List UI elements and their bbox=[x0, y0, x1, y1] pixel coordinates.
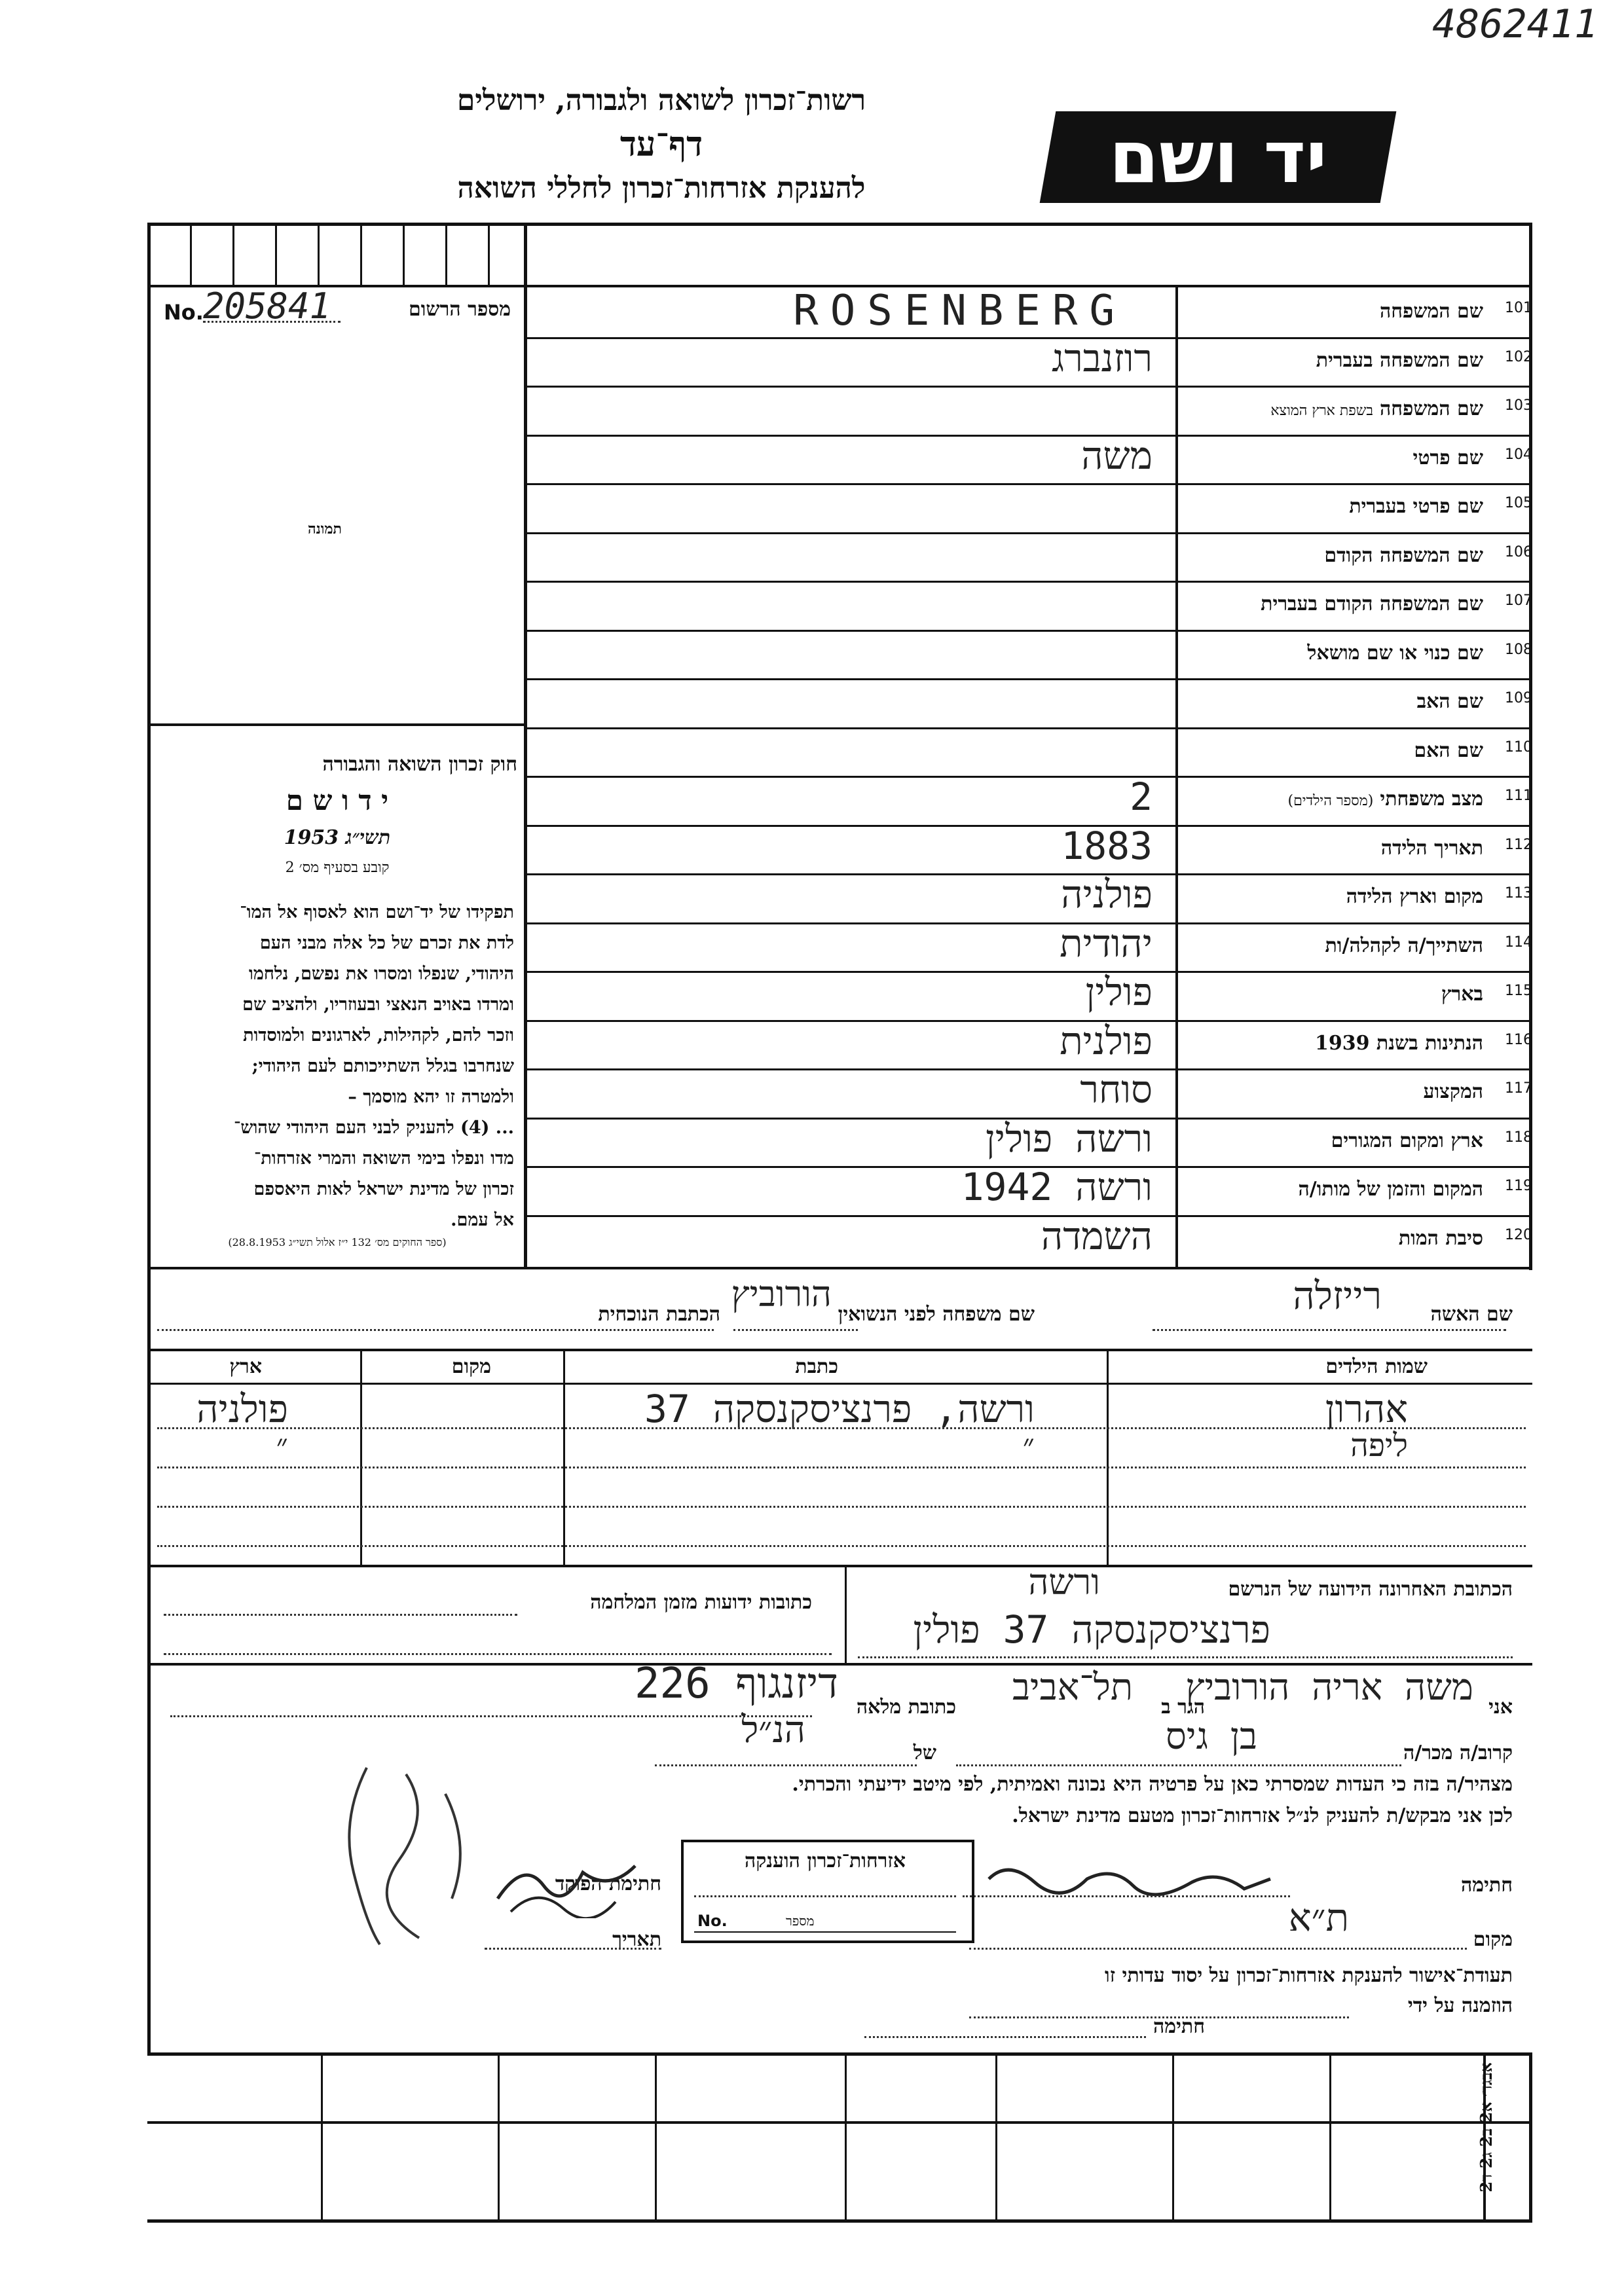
child-name[interactable]: ליפה bbox=[1350, 1427, 1408, 1464]
field-number: 103 bbox=[1505, 397, 1532, 414]
declarant-i-label: אני bbox=[1488, 1696, 1513, 1719]
field-number: 109 bbox=[1505, 690, 1532, 706]
field-label-102: שם המשפחה בעברית bbox=[1316, 348, 1483, 372]
authority-title: רשות־זכרון לשואה ולגבורה, ירושלים bbox=[456, 84, 866, 117]
law-body-line: שנחרבו בגלל השתייכותם לעם היהודי; bbox=[251, 1056, 514, 1076]
certificate-line1: תעודת־אישור להענקת אזרחות־זכרון על יסוד עדותי זו bbox=[1105, 1964, 1513, 1987]
law-body-line: זכרון של מדינת ישראל לאות היאספם bbox=[253, 1179, 514, 1199]
field-label-113: מקום וארץ הלידה bbox=[1346, 885, 1483, 908]
field-number: 111 bbox=[1505, 788, 1532, 804]
field-label-108: שם כנוי או שם מושאל bbox=[1307, 641, 1483, 665]
field-label-104: שם פרטי bbox=[1412, 446, 1483, 469]
field-number: 102 bbox=[1505, 348, 1532, 365]
of-value[interactable]: הנ״ל bbox=[741, 1709, 805, 1751]
field-number: 108 bbox=[1505, 641, 1532, 658]
declarant-full-address-label: כתובת מלאה bbox=[856, 1696, 956, 1719]
field-label-118: ארץ ומקום המגורים bbox=[1331, 1129, 1483, 1152]
certificate-line2: הוזמנה על ידי bbox=[1407, 1994, 1513, 2017]
law-body-line: ומרדו באויב הנאצי ובעוזריו, ולהציב שם bbox=[242, 994, 514, 1015]
declarant-full-address[interactable]: דיזנגוף 226 bbox=[635, 1660, 838, 1708]
field-value-101[interactable]: ROSENBERG bbox=[793, 287, 1126, 335]
law-body bbox=[160, 897, 514, 1235]
law-body-line: ולמטרה זו יהא מוסמך – bbox=[348, 1087, 514, 1107]
child-country[interactable]: ״ bbox=[276, 1427, 288, 1464]
photo-label: תמונה bbox=[308, 520, 342, 538]
field-number: 120 bbox=[1505, 1226, 1532, 1243]
side-codes: אבגד׳ א2 ב2 ג2 ד2 bbox=[1477, 2062, 1496, 2193]
law-body-line: תפקידו של יד־ושם הוא לאסוף אל המו־ bbox=[240, 902, 514, 922]
field-label-116: הנתינות בשנת 1939 bbox=[1314, 1031, 1483, 1055]
wife-maiden-label: שם משפחה לפני הנשואין bbox=[838, 1303, 1035, 1326]
declaration-line1: מצהיר/ה בזה כי העדות שמסרתי כאן על פרטיה היא נכונה ואמיתית, לפי מיטב ידיעתי והכרתי. bbox=[792, 1773, 1513, 1796]
form-subtitle: להענקת אזרחות־זכרון לחללי השואה bbox=[457, 172, 866, 205]
law-name: י ד ו ש ם bbox=[286, 784, 389, 816]
field-label-103: שם המשפחהבשפת ארץ המוצא bbox=[1270, 397, 1483, 420]
field-label-112: תאריך הלידה bbox=[1380, 836, 1483, 860]
field-label-109: שם האב bbox=[1416, 690, 1483, 713]
law-year: תשי״ג 1953 bbox=[284, 826, 391, 849]
relation-value[interactable]: בן גיס bbox=[1166, 1715, 1257, 1758]
certificate-signature-label: חתימה bbox=[1153, 2015, 1205, 2038]
officer-signature[interactable] bbox=[485, 1846, 655, 1918]
law-body-line: היהודי, שנפלו ומסרו את נפשם, נלחמו bbox=[248, 964, 514, 984]
place-label: מקום bbox=[1473, 1928, 1513, 1951]
place-value[interactable]: ת״א bbox=[1288, 1895, 1349, 1940]
field-number: 117 bbox=[1505, 1080, 1532, 1097]
declarant-signature[interactable] bbox=[982, 1853, 1283, 1905]
logo-text: יד ושם bbox=[1109, 115, 1327, 199]
declarant-city[interactable]: תל־אביב bbox=[1012, 1666, 1133, 1709]
last-address-label: הכתובת האחרונה הידועה של הנרשם bbox=[1228, 1578, 1513, 1601]
field-value-111[interactable]: 2 bbox=[1130, 774, 1153, 819]
of-label: של bbox=[913, 1741, 936, 1764]
law-body-line: לדת את זכרם של כל אלה מבני העם bbox=[259, 933, 514, 953]
field-value-102[interactable]: רוזנברג bbox=[1052, 335, 1153, 380]
children-header-names: שמות הילדים bbox=[1325, 1355, 1428, 1378]
field-value-113[interactable]: פולניה bbox=[1061, 872, 1153, 917]
last-address-line2[interactable]: פרנציסקנסקה 37 פולין bbox=[913, 1607, 1270, 1652]
field-label-111: מצב משפחתי(מספר הילדים) bbox=[1287, 788, 1483, 811]
field-number: 105 bbox=[1505, 495, 1532, 511]
declarant-name[interactable]: משה אריה הורוביץ bbox=[1185, 1666, 1473, 1709]
field-value-120[interactable]: השמדה bbox=[1041, 1213, 1153, 1258]
field-number: 115 bbox=[1505, 983, 1532, 999]
field-value-115[interactable]: פולין bbox=[1085, 970, 1153, 1014]
field-label-101: שם המשפחה bbox=[1379, 300, 1483, 323]
stamp-scribble bbox=[327, 1755, 498, 1951]
last-address-line1[interactable]: ורשה bbox=[1028, 1561, 1100, 1603]
field-number: 110 bbox=[1505, 738, 1532, 756]
registration-no-prefix: No. bbox=[164, 300, 204, 325]
registration-number: 205841 bbox=[203, 285, 331, 327]
law-section: קובע בסעיף מס׳ 2 bbox=[285, 860, 390, 876]
wife-label: שם האשה bbox=[1430, 1303, 1513, 1326]
relation-label: קרוב/ה מכר/ה bbox=[1403, 1741, 1513, 1764]
field-number: 107 bbox=[1505, 592, 1532, 609]
field-label-107: שם המשפחה הקודם בעברית bbox=[1261, 592, 1483, 615]
field-number: 101 bbox=[1505, 300, 1532, 316]
law-body-line: ... (4) להעניק לבני העם היהודי שהוש־ bbox=[234, 1118, 514, 1138]
law-body-line: מדו ונפלו בימי השואה והמרי אזרחות־ bbox=[253, 1148, 514, 1169]
field-number: 118 bbox=[1505, 1129, 1532, 1146]
declaration-line2: לכן אני מבקש/ת להעניק לנ״ל אזרחות־זכרון מטעם מדינת ישראל. bbox=[1012, 1804, 1513, 1827]
field-label-117: המקצוע bbox=[1423, 1080, 1483, 1103]
signature-label: חתימה bbox=[1461, 1874, 1513, 1897]
field-label-114: השתייך/ה לקהלה/ות bbox=[1325, 934, 1483, 957]
field-number: 104 bbox=[1505, 446, 1532, 463]
wife-address-label: הכתבת הנוכחית bbox=[598, 1303, 720, 1326]
field-number: 112 bbox=[1505, 836, 1532, 853]
registration-label: מספר הרשום bbox=[409, 298, 511, 321]
field-label-106: שם המשפחה הקודם bbox=[1324, 543, 1483, 567]
children-header-address: כתבת bbox=[795, 1355, 838, 1378]
field-number: 106 bbox=[1505, 543, 1532, 560]
form-title: דף־עד bbox=[619, 124, 703, 164]
field-value-119[interactable]: ורשה 1942 bbox=[961, 1165, 1153, 1209]
law-body-line: אל עמם. bbox=[451, 1210, 514, 1230]
field-label-note: (מספר הילדים) bbox=[1287, 793, 1374, 809]
field-label-105: שם פרטי בעברית bbox=[1349, 495, 1483, 518]
wartime-address-label: כתובות ידועות מזמן המלחמה bbox=[590, 1591, 812, 1614]
child-address[interactable]: ורשה, פרנציסקנסקה 37 bbox=[644, 1387, 1035, 1431]
field-number: 119 bbox=[1505, 1178, 1532, 1194]
field-label-110: שם האם bbox=[1414, 738, 1483, 762]
field-number: 113 bbox=[1505, 885, 1532, 902]
children-header-place: מקום bbox=[451, 1355, 491, 1378]
child-country[interactable]: פולניה bbox=[196, 1387, 288, 1431]
date-label: תאריך bbox=[612, 1928, 661, 1951]
field-label-115: בארץ bbox=[1441, 983, 1483, 1006]
field-label-119: המקום והזמן של מותו/ה bbox=[1298, 1178, 1483, 1201]
child-name[interactable]: אהרון bbox=[1325, 1387, 1408, 1431]
law-title: חוק זכרון השואה והגבורה bbox=[322, 753, 517, 776]
field-number: 114 bbox=[1505, 934, 1532, 951]
child-address[interactable]: ״ bbox=[1022, 1427, 1035, 1464]
declarant-resides-label: הגר ב bbox=[1161, 1696, 1205, 1719]
field-value-112[interactable]: 1883 bbox=[1061, 823, 1153, 868]
law-footnote: (ספר החוקים מס׳ 132 י״ז אלול תשי״ג 28.8.1953) bbox=[228, 1236, 447, 1248]
field-label-note: בשפת ארץ המוצא bbox=[1270, 403, 1373, 419]
law-body-line: וזכר להם, לקהילות, לארגונים ולמוסדות bbox=[243, 1025, 514, 1046]
wife-value[interactable]: רייזלה bbox=[1293, 1273, 1382, 1318]
archive-number: 4862411 bbox=[1432, 1, 1598, 47]
field-value-114[interactable]: יהודית bbox=[1060, 920, 1153, 966]
office-no-prefix: No. bbox=[697, 1912, 728, 1930]
office-number-label: מספר bbox=[786, 1913, 815, 1929]
field-value-116[interactable]: פולנית bbox=[1060, 1018, 1153, 1063]
field-value-104[interactable]: משה bbox=[1081, 433, 1153, 478]
field-label-120: סיבת המות bbox=[1398, 1226, 1483, 1250]
field-value-117[interactable]: סוחר bbox=[1080, 1067, 1153, 1112]
wife-maiden-value[interactable]: הורוביץ bbox=[731, 1273, 832, 1315]
office-box-title: אזרחות־זכרון הוענקה bbox=[744, 1850, 906, 1872]
field-value-118[interactable]: ורשה פולין bbox=[985, 1116, 1153, 1161]
field-number: 116 bbox=[1505, 1031, 1532, 1048]
officer-signature-label: חתימת הפוקד bbox=[555, 1872, 661, 1895]
children-header-country: ארץ bbox=[229, 1355, 262, 1378]
